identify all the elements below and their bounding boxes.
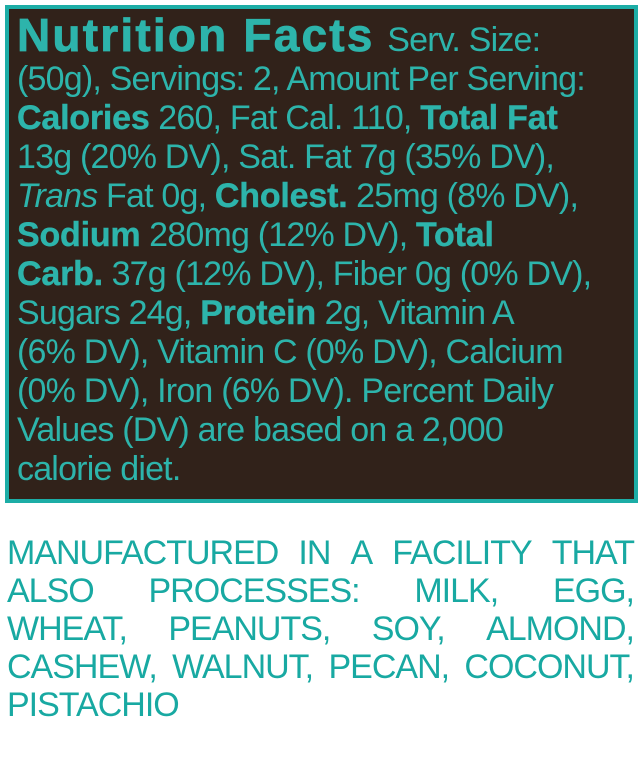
nutrition-text-segment: calorie diet. bbox=[17, 450, 181, 488]
allergen-word: PECAN, bbox=[328, 648, 450, 686]
allergen-word: FACILITY bbox=[392, 534, 532, 572]
nutrition-line bbox=[17, 294, 630, 333]
nutrition-text-segment: Fat 0g, bbox=[97, 177, 215, 215]
nutrition-line bbox=[17, 138, 630, 177]
nutrition-text-segment: Sodium bbox=[17, 216, 141, 254]
nutrition-text-segment: 25mg (8% DV), bbox=[347, 177, 579, 215]
allergen-word: PROCESSES: bbox=[148, 572, 360, 610]
allergen-line bbox=[7, 648, 634, 686]
nutrition-line bbox=[17, 411, 630, 450]
nutrition-text-segment: Carb. bbox=[17, 255, 103, 293]
allergen-word: SOY, bbox=[371, 610, 445, 648]
allergen-word: THAT bbox=[551, 534, 634, 572]
allergen-word: PEANUTS, bbox=[168, 610, 331, 648]
allergen-word: MILK, bbox=[414, 572, 499, 610]
nutrition-text-segment: 37g (12% DV), Fiber 0g (0% DV), bbox=[102, 255, 592, 293]
nutrition-text-segment: 13g (20% DV), Sat. Fat 7g (35% DV), bbox=[17, 138, 555, 176]
allergen-word: CASHEW, bbox=[7, 648, 157, 686]
nutrition-text-segment: Calories bbox=[17, 99, 150, 137]
nutrition-text-segment: Sugars 24g, bbox=[17, 294, 201, 332]
allergen-word: EGG, bbox=[552, 572, 634, 610]
nutrition-facts-text bbox=[17, 9, 630, 489]
nutrition-line bbox=[17, 177, 630, 216]
nutrition-line bbox=[17, 9, 630, 61]
nutrition-text-segment: Protein bbox=[200, 294, 316, 332]
nutrition-line bbox=[17, 60, 630, 99]
nutrition-text-segment: 260, Fat Cal. 110, bbox=[149, 99, 421, 137]
allergen-word: WHEAT, bbox=[7, 610, 127, 648]
nutrition-text-segment: Total bbox=[416, 216, 494, 254]
nutrition-facts-title: Nutrition Facts bbox=[17, 9, 375, 61]
allergen-word: ALMOND, bbox=[486, 610, 634, 648]
allergen-notice bbox=[7, 534, 634, 724]
nutrition-text-segment: 280mg (12% DV), bbox=[140, 216, 416, 254]
nutrition-text-segment: Values (DV) are based on a 2,000 bbox=[17, 411, 503, 449]
allergen-line bbox=[7, 572, 634, 610]
nutrition-line bbox=[17, 450, 630, 489]
allergen-word: IN bbox=[298, 534, 331, 572]
allergen-line bbox=[7, 534, 634, 572]
nutrition-text-segment: (6% DV), Vitamin C (0% DV), Calcium bbox=[17, 333, 563, 371]
allergen-word: MANUFACTURED bbox=[7, 534, 279, 572]
nutrition-line bbox=[17, 99, 630, 138]
nutrition-line bbox=[17, 255, 630, 294]
nutrition-text-segment: (50g), Servings: 2, Amount Per Serving: bbox=[17, 60, 585, 98]
nutrition-text-segment: Total Fat bbox=[420, 99, 558, 137]
nutrition-text-segment: Trans bbox=[17, 177, 98, 215]
allergen-word: COCONUT, bbox=[464, 648, 634, 686]
allergen-word: WALNUT, bbox=[172, 648, 314, 686]
nutrition-text-segment: 2g, Vitamin A bbox=[315, 294, 514, 332]
nutrition-line bbox=[17, 372, 630, 411]
nutrition-text-segment: Serv. Size: bbox=[378, 21, 541, 59]
nutrition-text-segment: Cholest. bbox=[214, 177, 348, 215]
allergen-word: A bbox=[350, 534, 373, 572]
allergen-word: ALSO bbox=[7, 572, 94, 610]
nutrition-text-segment: (0% DV), Iron (6% DV). Percent Daily bbox=[17, 372, 554, 410]
allergen-line: PISTACHIO bbox=[7, 686, 179, 724]
nutrition-line bbox=[17, 216, 630, 255]
allergen-line bbox=[7, 610, 634, 648]
nutrition-line bbox=[17, 333, 630, 372]
nutrition-facts-panel bbox=[5, 5, 638, 503]
